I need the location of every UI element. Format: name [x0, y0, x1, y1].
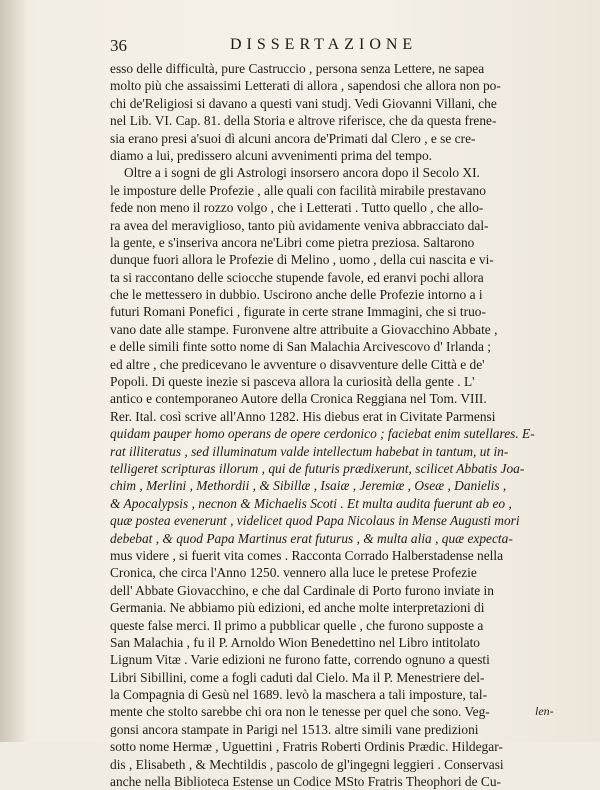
text-line: sotto nome Hermæ , Uguettini , Fratris Roberti Ordinis Prædic. Hildegar-	[110, 739, 503, 755]
running-title: DISSERTAZIONE	[230, 36, 418, 53]
text-line: ed altre , che predicevano le avventure o disavventure delle Città e de'	[110, 356, 485, 372]
text-line: queste false merci. Il primo a pubblicar quelle , che furono supposte a	[110, 617, 484, 633]
text-line: Popoli. Di queste inezie si pasceva allora la curiosità della gente . L'	[110, 374, 475, 390]
text-line: futuri Romani Ponefici , figurate in certe strane Immagini, che si truo-	[110, 304, 486, 320]
text-line: quæ postea evenerunt , videlicet quod Papa Nicolaus in Mense Augusti mori	[110, 513, 520, 529]
page-header	[110, 36, 550, 60]
text-line: Oltre a i sogni de gli Astrologi insorsero ancora dopo il Secolo XI.	[124, 165, 480, 181]
text-line: ra avea del meraviglioso, tanto più avidamente veniva abbracciato dal-	[110, 217, 489, 233]
text-line: telligeret scripturas illorum , qui de futuris prædixerunt, scilicet Abbatis Joa-	[110, 460, 525, 476]
text-line: le imposture delle Profezie , alle quali con facilità mirabile prestavano	[110, 182, 486, 198]
text-line: mente che stolto sarebbe chi ora non le tenesse per quel che sono. Veg-	[110, 704, 490, 720]
text-line: esso delle difficultà, pure Castruccio , persona senza Lettere, ne sapea	[110, 61, 485, 76]
text-line: Libri Sibillini, come a fogli caduti dal Cielo. Ma il P. Menestriere del-	[110, 669, 485, 685]
text-line: fede non meno il rozzo volgo , che i Letterati . Tutto quello , che allo-	[110, 200, 484, 216]
text-line: Rer. Ital. così scrive all'Anno 1282. His diebus erat in Civitate Parmensi	[110, 408, 496, 424]
text-line: la gente, e s'inseriva ancora ne'Libri come pietra preziosa. Saltarono	[110, 234, 475, 250]
text-line: molto più che assaissimi Letterati di allora , sapendosi che allora non po-	[110, 78, 501, 94]
text-line: chi de'Religiosi si davano a questi vani studj. Vedi Giovanni Villani, che	[110, 95, 497, 111]
text-line: & Apocalypsis , necnon & Michaelis Scoti . Et multa audita fuerunt ab eo ,	[110, 495, 512, 511]
text-line: Cronica, che circa l'Anno 1250. vennero alla luce le pretese Profezie	[110, 565, 477, 581]
text-line: Germania. Ne abbiamo più edizioni, ed anche molte interpretazioni di	[110, 600, 485, 616]
text-line: Lignum Vitæ . Varie edizioni ne furono fatte, correndo ognuno a questi	[110, 652, 490, 668]
spine-shadow	[0, 0, 28, 742]
text-line: chim , Merlini , Methordii , & Sibillæ , Isaiæ , Jeremiæ , Oseæ , Danielis ,	[110, 478, 507, 494]
catchword: len-	[535, 704, 554, 718]
text-line: San Malachia , fu il P. Arnoldo Wion Benedettino nel Libro intitolato	[110, 634, 481, 650]
text-line: rat illiteratus , sed illuminatum valde intellectum habebat in tantum, ut in-	[110, 443, 509, 459]
text-line: debebat , & quod Papa Martinus erat futurus , & multa alia , quæ expecta-	[110, 530, 513, 546]
text-line: dunque fuori allora le Profezie di Melino , uomo , della cui nascita e vi-	[110, 252, 494, 268]
body-text	[110, 60, 562, 790]
text-line: gonsi ancora stampate in Parigi nel 1513. altre simili vane predizioni	[110, 721, 479, 737]
text-line: e delle simili finte sotto nome di San Malachia Arcivescovo d' Irlanda ;	[110, 339, 491, 355]
text-line: ta si raccontano delle sciocche stupende favole, ed eranvi pochi allora	[110, 269, 484, 285]
text-line: che le mettessero in dubbio. Uscirono anche delle Profezie intorno a i	[110, 287, 483, 303]
text-line: mus videre , si fuerit vita comes . Racconta Corrado Halberstadense nella	[110, 547, 504, 563]
text-line: quidam pauper homo operans de opere cerdonico ; faciebat enim sutellares. E-	[110, 426, 535, 442]
text-line: sia erano presi a'suoi dì alcuni ancora de'Primati dal Clero , e se cre-	[110, 130, 476, 146]
text-line: antico e contemporaneo Autore della Cronica Reggiana nel Tom. VIII.	[110, 391, 487, 407]
text-line: vano date alle stampe. Furonvene altre attribuite a Giovacchino Abbate ,	[110, 321, 498, 337]
text-line: diamo a lui, predissero alcuni avvenimenti prima del tempo.	[110, 147, 433, 163]
text-line: dell' Abbate Giovacchino, e che dal Cardinale di Porto furono inviate in	[110, 582, 494, 598]
text-line: la Compagnia di Gesù nel 1689. levò la maschera a tali imposture, tal-	[110, 687, 488, 703]
page-number: 36	[110, 36, 127, 55]
text-line: anche nella Biblioteca Estense un Codice MSto Fratris Theophori de Cu-	[110, 774, 501, 790]
text-line: nel Lib. VI. Cap. 81. della Storia e altrove riferisce, che da questa frene-	[110, 113, 497, 129]
text-line: dis , Elisabeth , & Mechtildis , pascolo de gl'ingegni leggieri . Conservasi	[110, 756, 504, 772]
